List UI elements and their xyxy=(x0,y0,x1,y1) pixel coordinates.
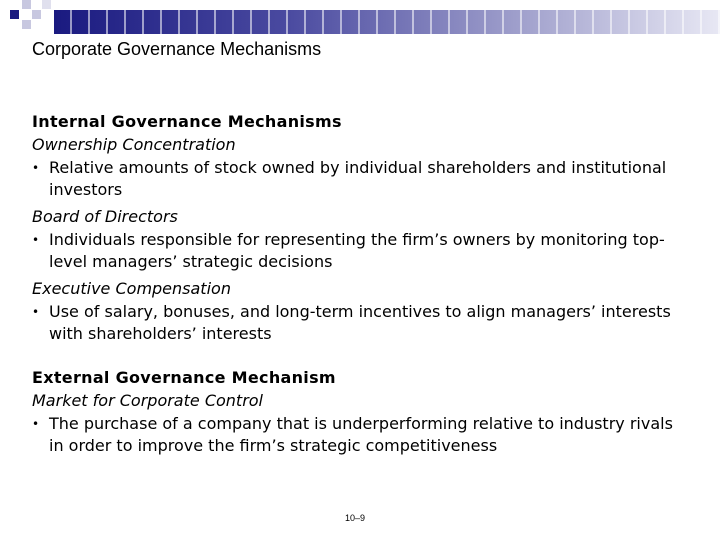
page-number: 10–9 xyxy=(345,513,366,523)
section-heading: External Governance Mechanism xyxy=(32,368,336,387)
section-heading: Internal Governance Mechanisms xyxy=(32,112,342,131)
bullet-text: Relative amounts of stock owned by individual shareholders and institutional investors xyxy=(49,158,667,199)
bullet-dot-icon: • xyxy=(32,305,40,319)
bullet-item xyxy=(32,157,692,201)
subsection-title: Ownership Concentration xyxy=(32,135,236,154)
subsection-title: Market for Corporate Control xyxy=(32,391,263,410)
bullet-dot-icon: • xyxy=(32,161,40,175)
bullet-item xyxy=(32,413,692,457)
decor-square xyxy=(10,10,19,19)
subsection-title: Board of Directors xyxy=(32,207,178,226)
decor-square xyxy=(22,0,31,9)
bullet-text: Use of salary, bonuses, and long-term incentives to align managers’ interests with shareholders’ interests xyxy=(49,302,671,343)
bullet-dot-icon: • xyxy=(32,233,40,247)
bullet-item xyxy=(32,301,692,345)
decor-square xyxy=(32,10,41,19)
decor-square xyxy=(42,0,51,9)
bullet-text: The purchase of a company that is underperforming relative to industry rivals in order to improve the firm’s strategic competitiveness xyxy=(49,414,673,455)
subsection-title: Executive Compensation xyxy=(32,279,231,298)
bullet-dot-icon: • xyxy=(32,417,40,431)
decor-square xyxy=(22,20,31,29)
slide-title: Corporate Governance Mechanisms xyxy=(32,39,322,59)
header-stripes xyxy=(54,10,720,34)
header-decoration xyxy=(0,0,720,34)
bullet-text: Individuals responsible for representing the firm’s owners by monitoring top-level managers’ strategic decisions xyxy=(49,230,665,271)
bullet-item xyxy=(32,229,692,273)
slide-content xyxy=(32,111,692,461)
